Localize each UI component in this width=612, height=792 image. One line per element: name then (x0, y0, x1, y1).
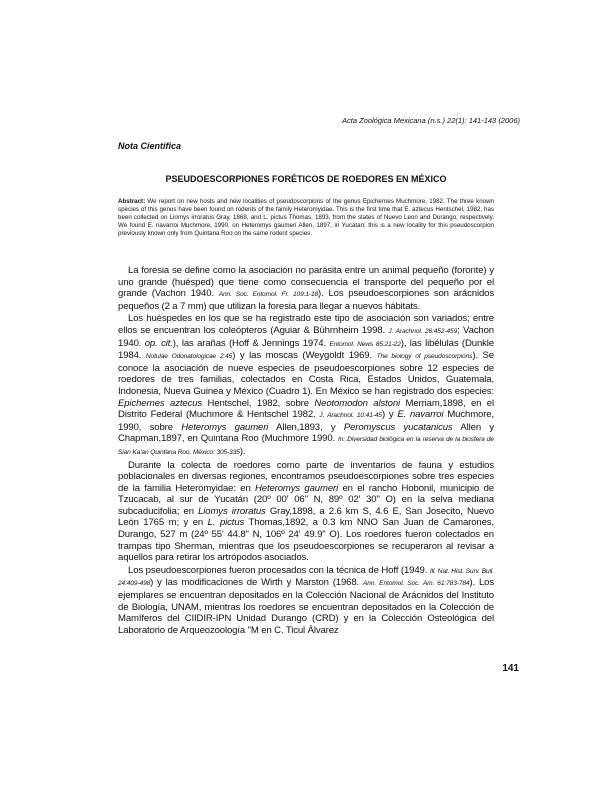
journal-header: Acta Zoológica Mexicana (n.s.) 22(1): 141-143 (2006) (341, 116, 520, 125)
text-run: ). Se conoce la asociación de nueve especies de pseudoescorpiones sobre 12 especies de roedores de tres familias, colectados en Costa Rica, Estados Unidos, Guatemala, Indonesia, Nueva Guinea y México (Cuadro 1). En México se han registrado dos especies: (118, 350, 494, 397)
italic-run: op. cit. (144, 337, 173, 349)
text-run: Hentschel, 1982, sobre (207, 397, 309, 409)
reference: Entomol. News 85:21-22 (329, 340, 401, 348)
text-run: ; Vachon 1940. (118, 324, 494, 349)
reference: J. Arachnol. 10:41-45 (319, 412, 382, 420)
species-name: Neotomodon alstoni (314, 397, 401, 409)
species-name: E. navarroi (397, 409, 444, 421)
abstract (118, 198, 494, 238)
text-run: ). (239, 445, 246, 457)
species-name: L. pictus (207, 517, 245, 529)
text-run: ) y las modificaciones de Wirth y Marston (1968. (150, 577, 360, 589)
text-run: La foresia se define como la asociación no parásita entre un animal pequeño (foronte) y uno grande (huésped) que tiene como consecuencia el transporte del pequeño por el grande (Vachon 1940. (118, 265, 494, 300)
paragraph-4 (118, 565, 494, 637)
text-run: Gray,1898, a 2.6 km S, 4.6 E, San Josecito, Nuevo León 1765 m; y en (118, 505, 494, 529)
abstract-text: We report on new hosts and new localities of pseudoscorpions of the genus Epichernes Muchmore, 1982. The three known species of this genus have been found on rodents of the family Heteromyidae. This is the first time that E. aztecus Hentschel, 1982, has been collected on Liomys irroratus Gray, 1868, and L. pictus Thomas, 1893, from the states of Nuevo Leon and Durango, respectively. We found E. navarroi Muchmore, 1990, on Heteromys gaumeri Allen, 1897, in Yucatan; this is a new locality for this pseudoscorpion previously known only from Quintana Roo on the same rodent species. (118, 198, 494, 238)
text-run: Los huéspedes en los que se ha registrado este tipo de asociación son variados; entre ellos se encuentran los coleópteros (Aguiar & Bührnheim 1998. (118, 313, 494, 336)
page-number: 141 (502, 663, 519, 674)
text-run: Allen y Chapman,1897, en Quintana Roo (Muchmore 1990. (118, 421, 494, 445)
text-run: ), las arañas (Hoff & Jennings 1974. (172, 337, 326, 349)
text-run: Los pseudoescorpiones fueron procesados con la técnica de Hoff (1949. (128, 564, 428, 576)
reference: The biology of pseudoscorpions (376, 353, 473, 361)
article-body (118, 265, 494, 637)
text-run: ) y las moscas (Weygoldt 1969. (232, 350, 372, 362)
reference: Ann. Entomol. Soc. Am. 61:783-784 (363, 580, 470, 588)
species-name: Heteromys gaumeri (181, 421, 269, 433)
paragraph-2 (118, 313, 494, 458)
reference: Ill. Nat. Hist. Surv. Bull. 24:409-498 (118, 567, 494, 588)
species-name: Peromyscus yucatanicus (343, 421, 453, 433)
species-name: Heteromys gaumeri (255, 482, 339, 494)
text-run: Durante la colecta de roedores como parte de inventarios de fauna y estudios poblacionales en diversas regiones, encontramos pseudoescorpiones sobre tres especies de la familia Heteromyidae: en (118, 459, 494, 494)
text-run: Thomas,1892, a 0.3 km NNO San Juan de Camarones, Durango, 527 m (24º 55' 44.8" N, 106º 24' 49.9" O). Los roedores fueron colectados en trampas tipo Sherman, mientras que los pseudoescorpiones se recuperaron al revisar a aquellos para retirar los artrópodos asociados. (118, 517, 494, 564)
reference: Notulae Odonatologicae 2:45 (145, 353, 233, 361)
text-run: ) y (381, 409, 394, 421)
text-run: ), las libélulas (Dunkle 1984. (118, 337, 494, 362)
species-name: Epichernes aztecus (118, 397, 203, 409)
text-run: Allen,1893, y (276, 421, 336, 433)
abstract-label: Abstract: (118, 198, 146, 205)
paragraph-3 (118, 460, 494, 564)
reference: J. Arachnol. 26:452-459 (388, 327, 458, 335)
paragraph-1 (118, 265, 494, 312)
section-label: Nota Científica (118, 141, 182, 151)
text-run: en el rancho Hobonil, municipio de Tzucacab, al sur de Yucatán (20º 00' 06" N, 89º 02' 30" O) en la selva mediana subcaducifolia; en (118, 482, 494, 517)
text-run: ). Los pseudoescorpiones son arácnidos pequeños (2 a 7 mm) que utilizan la foresia para llegar a nuevos hábitats. (118, 288, 494, 312)
reference: In: Diversidad biológica en la reserva de la biosfera de Sian Ka'an Quintana Roo, México: 305-335 (118, 436, 494, 456)
text-run: Merriam,1898, en el Distrito Federal (Muchmore & Hentschel 1982. (118, 397, 494, 421)
species-name: Liomys irroratus (198, 505, 266, 517)
reference: Ann. Soc. Entomol. Fr. 109:1-18 (218, 291, 319, 299)
text-run: ). Los ejemplares se encuentran depositados en la Colección Nacional de Arácnidos del Instituto de Biología, UNAM, mientras los roedores se encuentran depositados en la Colección de Mamíferos del CIIDIR-IPN Unidad Durango (CRD) y en la Colección Osteológica del Laboratorio de Arqueozoología "M en C. Ticul Álvarez (118, 577, 494, 636)
text-run: Muchmore, 1990, sobre (118, 409, 495, 433)
article-title: PSEUDOESCORPIONES FORÉTICOS DE ROEDORES EN MÉXICO (165, 174, 447, 184)
